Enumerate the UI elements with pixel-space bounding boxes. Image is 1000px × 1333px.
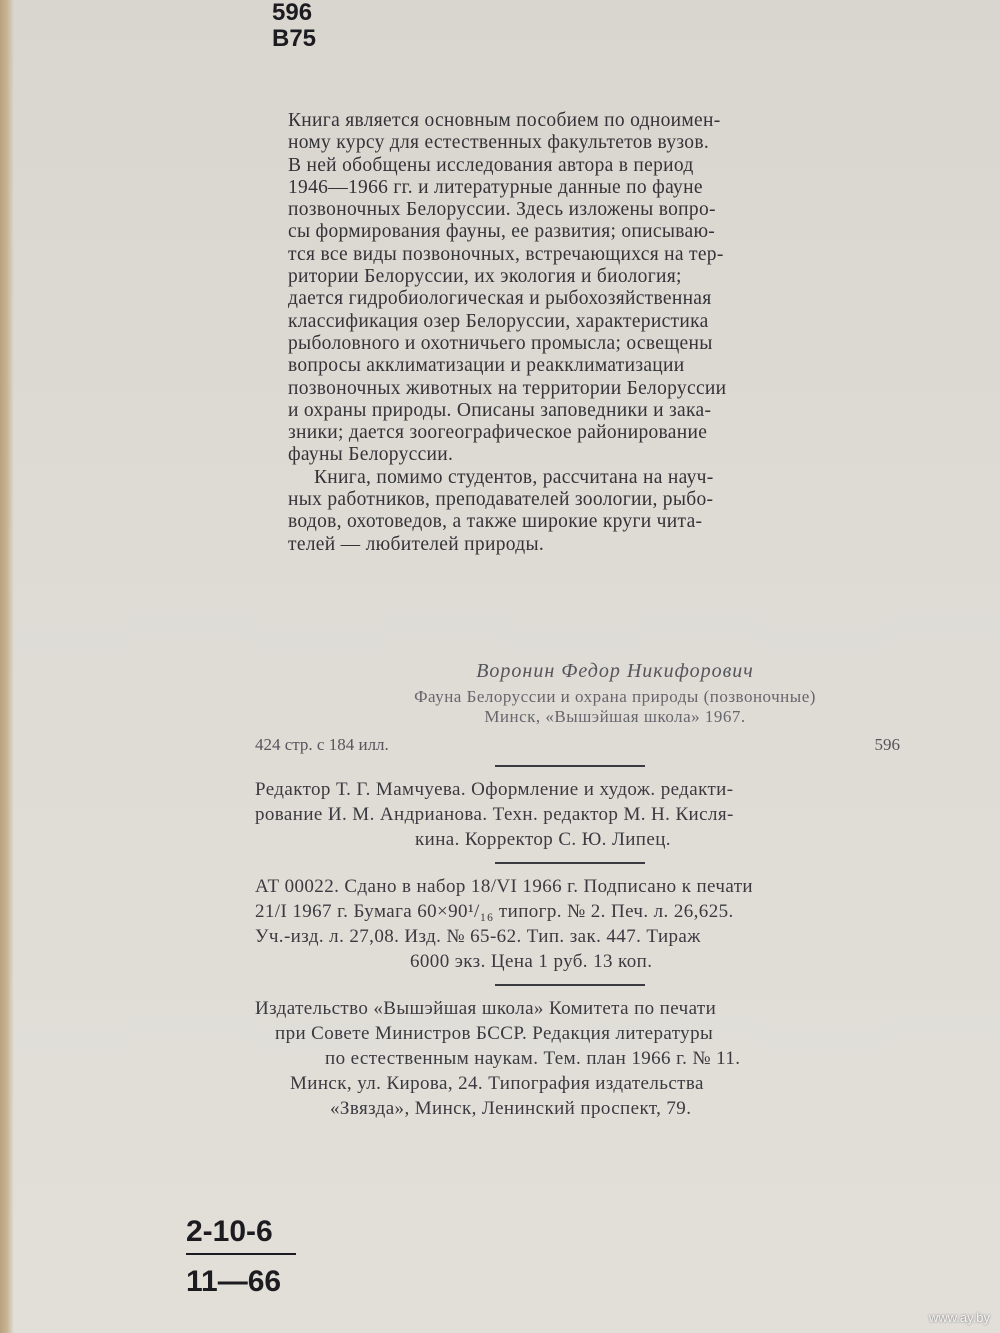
abstract-line: водов, охотоведов, а также широкие круги чита-	[288, 511, 703, 533]
abstract-line: вопросы акклиматизации и реакклиматизации	[288, 355, 685, 377]
book-title: Фауна Белоруссии и охрана природы (позвоночные)	[414, 687, 816, 706]
page-count: 424 стр. с 184 илл.	[255, 735, 389, 754]
publisher-line: Минск, «Вышэйшая школа» 1967.	[484, 707, 746, 726]
abstract-line: рыболовного и охотничьего промысла; освещены	[288, 332, 713, 354]
footer-code-top: 2-10-6	[186, 1215, 273, 1248]
publisher-info-line: «Звязда», Минск, Ленинский проспект, 79.	[330, 1098, 692, 1119]
abstract-line: и охраны природы. Описаны заповедники и зака-	[288, 399, 712, 421]
abstract-line: В ней обобщены исследования автора в период	[288, 154, 694, 176]
abstract-line: ритории Белоруссии, их экология и биология;	[288, 266, 682, 288]
divider	[495, 984, 645, 986]
abstract-line: зники; дается зоогеографическое районирование	[288, 422, 708, 444]
publisher-info-line: по естественным наукам. Тем. план 1966 г. № 11.	[325, 1048, 741, 1069]
print-info-block	[255, 874, 915, 974]
abstract-line: ных работников, преподавателей зоологии, рыбо-	[288, 489, 714, 511]
footer-code-rule	[186, 1253, 296, 1255]
abstract-line: позвоночных животных на территории Белоруссии	[288, 377, 727, 399]
print-info-line: Уч.-изд. л. 27,08. Изд. № 65-62. Тип. зак. 447. Тираж	[255, 926, 701, 947]
book-edge	[0, 0, 14, 1333]
abstract-line: Книга, помимо студентов, рассчитана на науч-	[314, 466, 714, 488]
abstract-line: позвоночных Белоруссии. Здесь изложены вопро-	[288, 199, 716, 221]
editors-block	[255, 777, 915, 852]
watermark: www.ay.by	[928, 1310, 990, 1325]
editors-line: рование И. М. Андрианова. Техн. редактор М. Н. Кисля-	[255, 804, 734, 825]
abstract-line: фауны Белоруссии.	[288, 444, 454, 466]
print-info-line: АТ 00022. Сдано в набор 18/VI 1966 г. Подписано к печати	[255, 876, 753, 897]
abstract-line: Книга является основным пособием по одноимен-	[288, 110, 721, 131]
print-info-line: 21/I 1967 г. Бумага 60×90¹/₁₆ типогр. № 2. Печ. л. 26,625.	[255, 901, 734, 922]
abstract-line: сы формирования фауны, ее развития; описываю-	[288, 221, 716, 243]
divider	[495, 765, 645, 767]
footer-code-bottom: 11—66	[186, 1265, 282, 1298]
classification-code	[272, 0, 316, 52]
abstract-text	[288, 110, 888, 556]
abstract-line: телей — любителей природы.	[288, 533, 545, 555]
author-name: Воронин Федор Никифорович	[476, 660, 754, 682]
publisher-info-line: Минск, ул. Кирова, 24. Типография издательства	[290, 1073, 704, 1094]
abstract-line: дается гидробиологическая и рыбохозяйственная	[288, 288, 712, 310]
divider	[495, 862, 645, 864]
publisher-info-line: Издательство «Вышэйшая школа» Комитета по печати	[255, 998, 717, 1019]
abstract-line: ному курсу для естественных факультетов вузов.	[288, 132, 710, 154]
editors-line: кина. Корректор С. Ю. Липец.	[415, 829, 671, 850]
udc-number: 596	[874, 735, 900, 754]
editors-line: Редактор Т. Г. Мамчуева. Оформление и худож. редакти-	[255, 779, 734, 800]
abstract-line: 1946—1966 гг. и литературные данные по фауне	[288, 176, 703, 198]
abstract-line: тся все виды позвоночных, встречающихся на тер-	[288, 243, 724, 265]
author-mark: В75	[272, 25, 317, 52]
publisher-info-block	[255, 996, 915, 1121]
imprint-block	[255, 660, 915, 1121]
pages-row	[255, 735, 915, 755]
footer-code	[186, 1215, 296, 1299]
print-info-line: 6000 экз. Цена 1 руб. 13 коп.	[410, 951, 653, 972]
udc-code: 596	[272, 0, 313, 26]
abstract-line: классификация озер Белоруссии, характеристика	[288, 310, 709, 332]
publisher-info-line: при Совете Министров БССР. Редакция литературы	[275, 1023, 714, 1044]
